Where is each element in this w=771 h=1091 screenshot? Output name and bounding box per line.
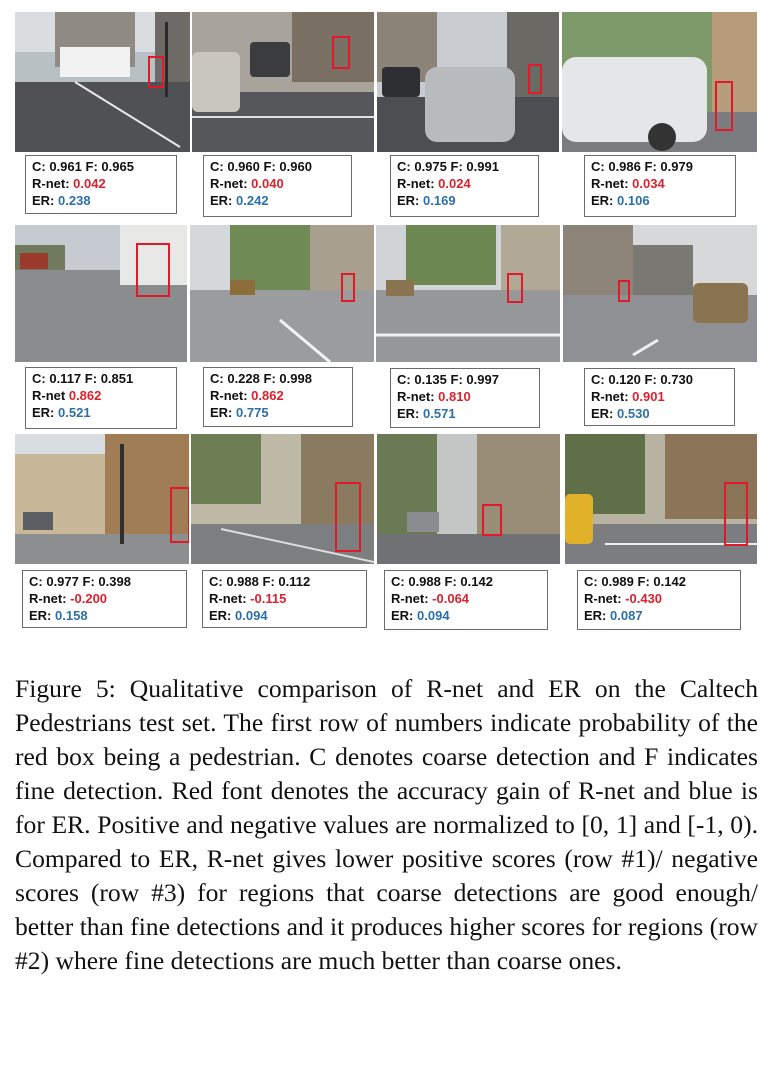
detection-box (482, 504, 502, 536)
detection-box (148, 56, 164, 88)
score-box: C: 0.961 F: 0.965 R-net: 0.042 ER: 0.238 (25, 155, 177, 214)
detection-box (136, 243, 170, 297)
detection-box (715, 81, 733, 131)
score-box: C: 0.117 F: 0.851 R-net 0.862 ER: 0.521 (25, 367, 177, 429)
photo-panel (563, 225, 757, 362)
photo-panel (377, 12, 559, 152)
figure-caption: Figure 5: Qualitative comparison of R-net and ER on the Caltech Pedestrians test set. The first row of numbers indicate probability of the red box being a pedestrian. C denotes coarse detection and F indicates fine detection. Red font denotes the accuracy gain of R-net and blue is for ER. Positive and negative values are normalized to [0, 1] and [-1, 0). Compared to ER, R-net gives lower positive scores (row #1)/ negative scores (row #3) for regions that coarse detections are good enough/ better than fine detections and it produces higher scores for regions (row #2) where fine detections are much better than coarse ones. (15, 674, 758, 975)
detection-box (507, 273, 523, 303)
score-box: C: 0.228 F: 0.998 R-net: 0.862 ER: 0.775 (203, 367, 353, 427)
photo-panel (15, 225, 187, 362)
street-photo (192, 12, 374, 152)
photo-panel (377, 434, 560, 564)
photo-panel (190, 225, 374, 362)
detection-box (335, 482, 361, 552)
score-box: C: 0.120 F: 0.730 R-net: 0.901 ER: 0.530 (584, 368, 735, 426)
score-box: C: 0.960 F: 0.960 R-net: 0.040 ER: 0.242 (203, 155, 352, 217)
score-box: C: 0.977 F: 0.398 R-net: -0.200 ER: 0.158 (22, 570, 187, 628)
score-box: C: 0.988 F: 0.112 R-net: -0.115 ER: 0.094 (202, 570, 367, 628)
street-photo (15, 434, 189, 564)
detection-box (341, 273, 355, 302)
detection-box (332, 36, 350, 69)
detection-box (618, 280, 630, 302)
score-box: C: 0.988 F: 0.142 R-net: -0.064 ER: 0.094 (384, 570, 548, 630)
photo-panel (15, 12, 190, 152)
score-box: C: 0.975 F: 0.991 R-net: 0.024 ER: 0.169 (390, 155, 539, 217)
street-photo (377, 434, 560, 564)
photo-panel (192, 12, 374, 152)
photo-panel (562, 12, 757, 152)
detection-box (528, 64, 542, 94)
detection-box (170, 487, 189, 543)
score-box: C: 0.989 F: 0.142 R-net: -0.430 ER: 0.087 (577, 570, 741, 630)
photo-panel (15, 434, 189, 564)
photo-panel (191, 434, 374, 564)
street-photo (563, 225, 757, 362)
score-box: C: 0.986 F: 0.979 R-net: 0.034 ER: 0.106 (584, 155, 736, 217)
photo-panel (376, 225, 560, 362)
detection-box (724, 482, 748, 546)
score-box: C: 0.135 F: 0.997 R-net: 0.810 ER: 0.571 (390, 368, 540, 428)
photo-panel (565, 434, 757, 564)
street-photo (376, 225, 560, 362)
